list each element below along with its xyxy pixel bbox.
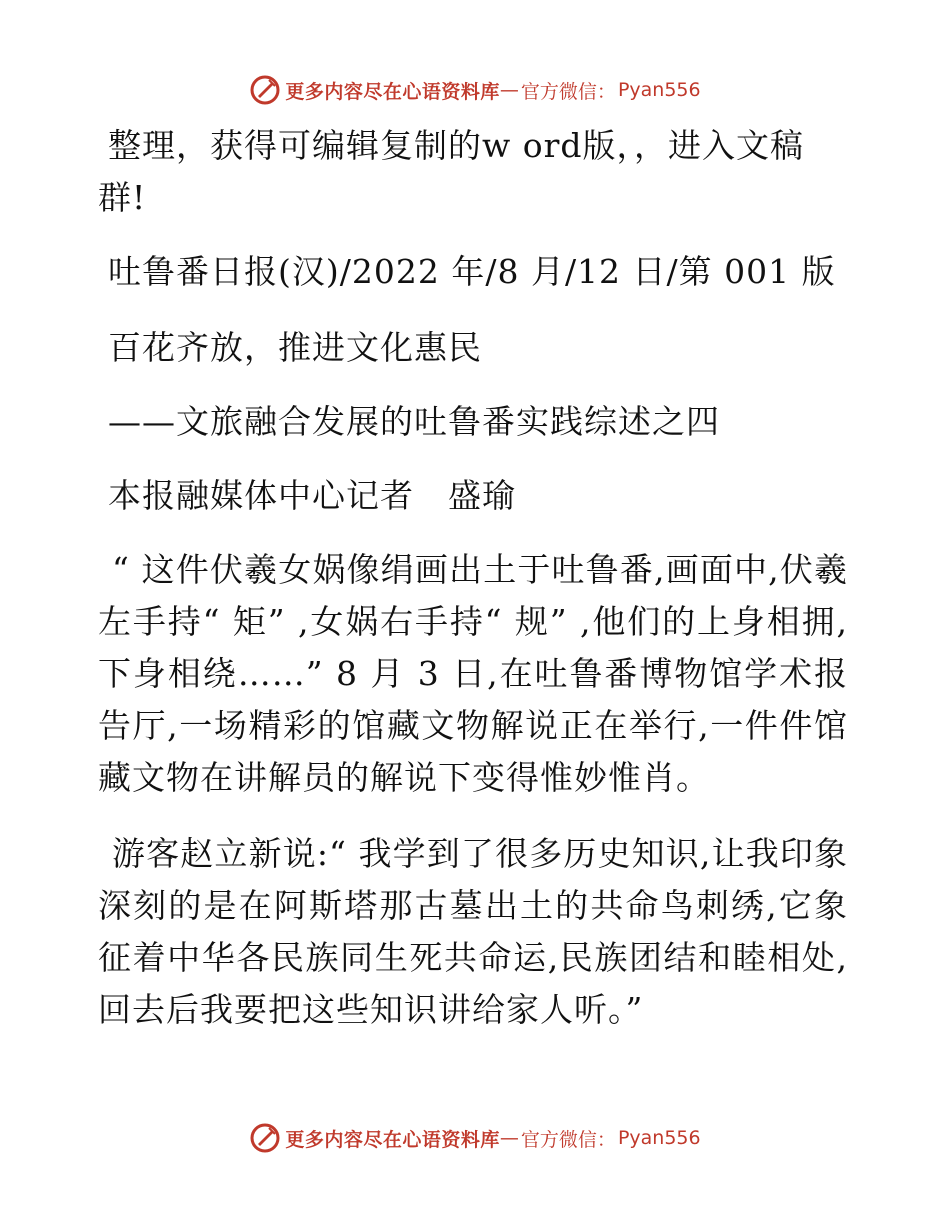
banner-wechat-label: 官方微信： bbox=[520, 80, 616, 103]
logo-icon bbox=[249, 74, 281, 106]
subheadline: ——文旅融合发展的吐鲁番实践综述之四 bbox=[108, 402, 720, 441]
paragraph-2: 游客赵立新说:“ 我学到了很多历史知识,让我印象深刻的是在阿斯塔那古墓出土的共命鸟刺绣,它象征着中华各民族同生死共命运,民族团结和睦相处,回去后我要把这些知识讲给家人听。” bbox=[98, 834, 848, 1029]
banner-separator: — bbox=[499, 1127, 519, 1149]
banner-title: 更多内容尽在心语资料库 bbox=[285, 1128, 500, 1151]
banner-separator: — bbox=[499, 79, 519, 101]
byline: 本报融媒体中心记者 盛瑜 bbox=[108, 476, 516, 515]
document-body bbox=[98, 120, 848, 1060]
logo-icon bbox=[249, 1122, 281, 1154]
footer-banner bbox=[0, 1118, 950, 1158]
paragraph-1: “ 这件伏羲女娲像绢画出土于吐鲁番,画面中,伏羲左手持“ 矩” ,女娲右手持“ 规” ,他们的上身相拥,下身相绕……” 8 月 3 日,在吐鲁番博物馆学术报告厅,一场精彩的馆藏文物解说正在举行,一件件馆藏文物在讲解员的解说下变得惟妙惟肖。 bbox=[98, 550, 848, 797]
source-line: 吐鲁番日报(汉)/2022 年/8 月/12 日/第 001 版 bbox=[108, 252, 836, 291]
banner-title: 更多内容尽在心语资料库 bbox=[285, 80, 500, 103]
headline: 百花齐放，推进文化惠民 bbox=[108, 328, 482, 367]
banner-wechat-id: Pyan556 bbox=[617, 1127, 701, 1149]
banner-wechat-label: 官方微信： bbox=[520, 1128, 616, 1151]
intro-text: 整理，获得可编辑复制的w ord版，，进入文稿群! bbox=[98, 126, 805, 217]
header-banner bbox=[0, 70, 950, 110]
banner-wechat-id: Pyan556 bbox=[617, 79, 701, 101]
